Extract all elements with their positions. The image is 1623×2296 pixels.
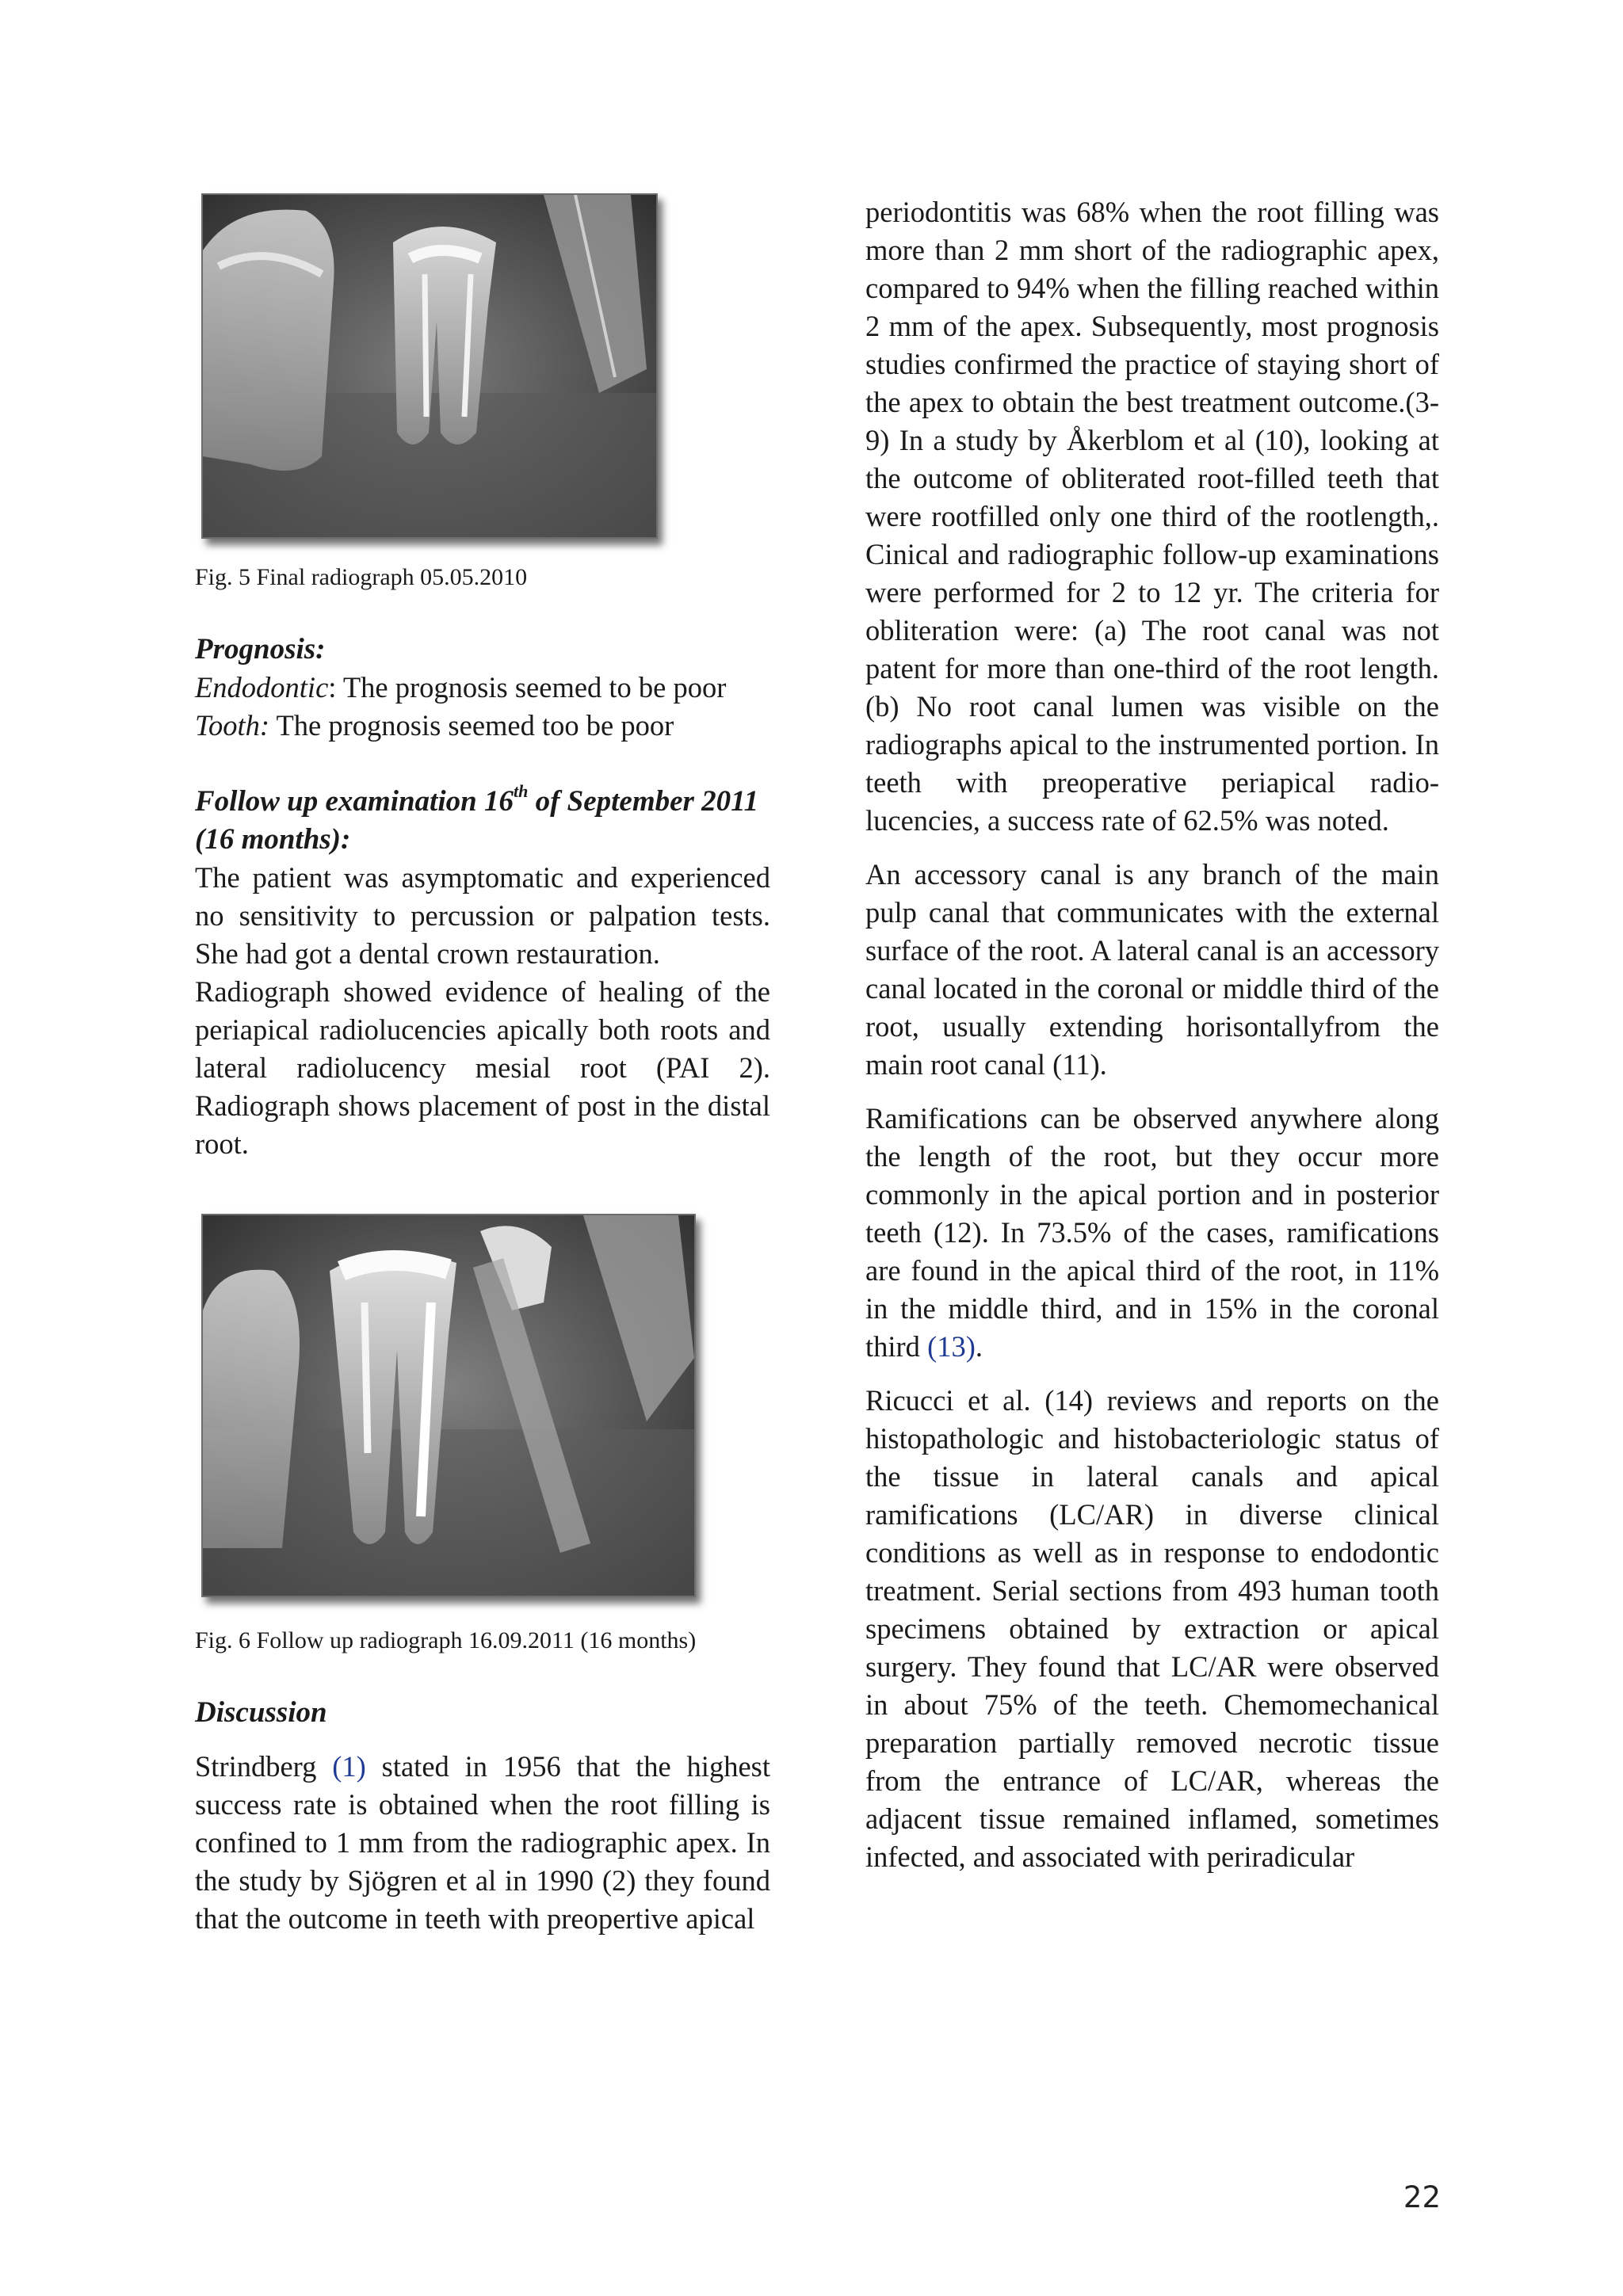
discussion-text-b: stated in 1956 that the highest success rate is obtained when the root filling is confined to 1 mm from the radiographic apex. In the study by Sjögren et al in 1990 (2) they found that the outcome in teeth with preopertive apical	[195, 1750, 770, 1935]
prognosis-endodontic	[195, 669, 770, 707]
radiograph-final-image	[201, 193, 658, 539]
endodontic-label: Endodontic	[195, 671, 329, 704]
page-number: 22	[1403, 2180, 1441, 2214]
figure-6	[201, 1214, 770, 1597]
figure-5	[201, 193, 770, 539]
right-paragraph-3-end: .	[975, 1330, 983, 1363]
discussion-heading: Discussion	[195, 1696, 327, 1729]
followup-heading-pre: Follow up examination 16	[195, 785, 514, 818]
right-column	[865, 193, 1439, 1876]
right-paragraph-1: periodontitis was 68% when the root filling was more than 2 mm short of the radiographic apex, compared to 94% when the filling reached within 2 mm of the apex. Subsequently, most prognosis studies confirmed the practice of staying short of the apex to obtain the best treatment outcome.(3-9) In a study by Åkerblom et al (10), looking at the outcome of obliterated root-filled teeth that were rootfilled only one third of the rootlength,. Cinical and radiographic follow-up examinations were performed for 2 to 12 yr. The criteria for obliteration were: (a) The root canal was not patent for more than one-third of the root length. (b) No root canal lumen was visible on the radiographs apical to the instrumented portion. In teeth with preoperative periapical radio-lucencies, a success rate of 62.5% was noted.	[865, 196, 1439, 837]
right-paragraph-2: An accessory canal is any branch of the main pulp canal that communicates with the external surface of the root. A lateral canal is an accessory canal located in the coronal or middle third of the root, usually extending horisontallyfrom the main root canal (11).	[865, 858, 1439, 1081]
radiograph-followup-drawing	[203, 1215, 694, 1596]
prognosis-tooth	[195, 707, 770, 745]
followup-heading	[195, 780, 770, 859]
right-paragraph-3	[865, 1100, 1439, 1366]
tooth-label: Tooth:	[195, 709, 269, 742]
left-column	[195, 193, 770, 1938]
right-paragraph-4: Ricucci et al. (14) reviews and reports on the histopathologic and histobacteriologic status of the tissue in lateral canals and apical ramifications (LC/AR) in diverse clinical conditions as well as in response to endodontic treatment. Serial sections from 493 human tooth specimens obtained by extraction or apical surgery. They found that LC/AR were observed in about 75% of the teeth. Chemomechanical preparation partially removed necrotic tissue from the entrance of LC/AR, whereas the adjacent tissue remained inflamed, sometimes infected, and associated with periradicular	[865, 1384, 1439, 1873]
reference-13-link[interactable]: (13)	[927, 1330, 976, 1363]
discussion-text-a: Strindberg	[195, 1750, 333, 1783]
followup-paragraph-2: Radiograph showed evidence of healing of the periapical radiolucencies apically both roots and lateral radiolucency mesial root (PAI 2). Radiograph shows placement of post in the distal root.	[195, 975, 770, 1160]
reference-1-link[interactable]: (1)	[332, 1750, 366, 1783]
followup-paragraph-1: The patient was asymptomatic and experienced no sensitivity to percussion or palpation tests. She had got a dental crown restauration.	[195, 861, 770, 970]
discussion-paragraph	[195, 1748, 770, 1938]
tooth-text: The prognosis seemed too be poor	[269, 709, 674, 742]
endodontic-text: : The prognosis seemed to be poor	[328, 671, 727, 704]
followup-heading-sup: th	[513, 780, 529, 801]
figure-5-caption: Fig. 5 Final radiograph 05.05.2010	[195, 564, 528, 590]
figure-6-caption: Fig. 6 Follow up radiograph 16.09.2011 (16 months)	[195, 1627, 697, 1653]
radiograph-followup-image	[201, 1214, 696, 1597]
right-paragraph-3-text: Ramifications can be observed anywhere along the length of the root, but they occur more commonly in the apical portion and in posterior teeth (12). In 73.5% of the cases, ramifications are found in the apical third of the root, in 11% in the middle third, and in 15% in the coronal third	[865, 1102, 1439, 1363]
radiograph-final-drawing	[203, 195, 656, 537]
prognosis-heading: Prognosis:	[195, 633, 326, 666]
followup-heading-post: of September 2011 (16 months):	[195, 785, 759, 856]
